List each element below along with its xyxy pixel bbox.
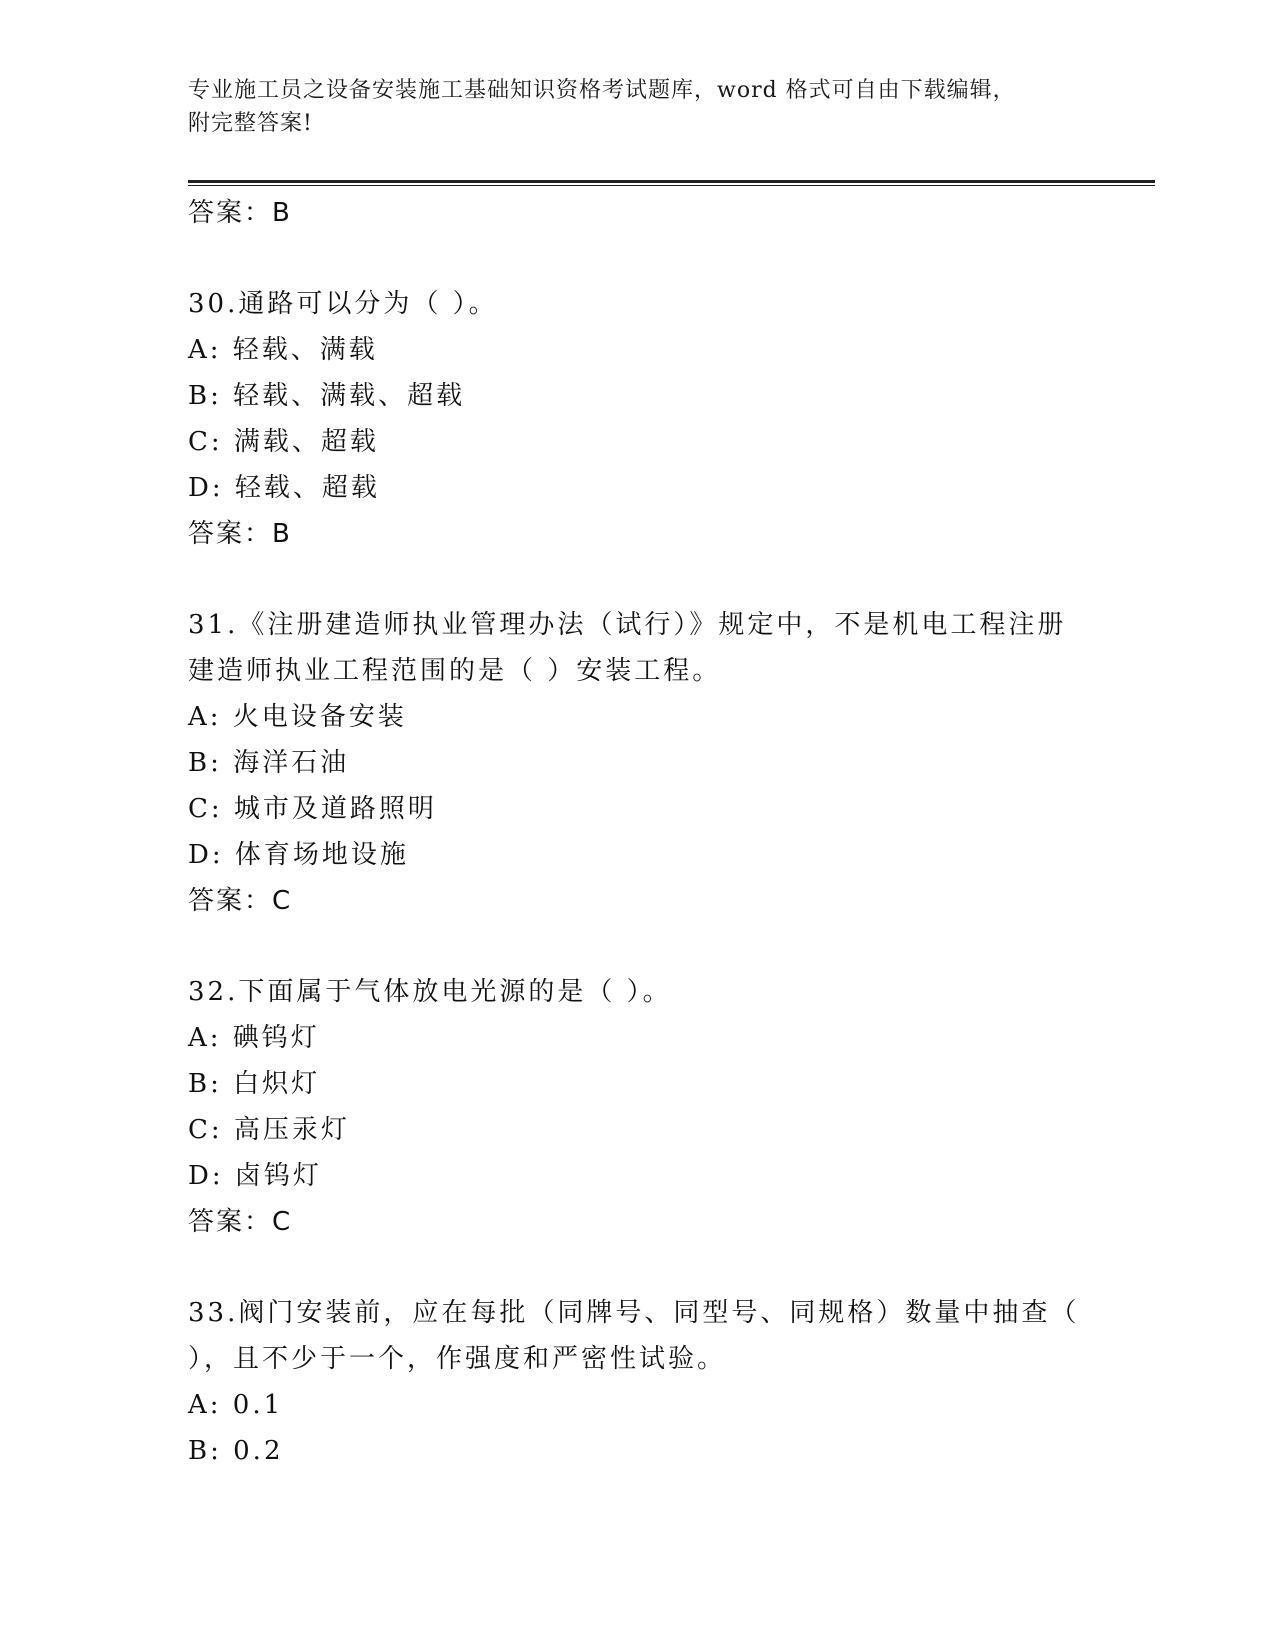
question-block: [188, 1290, 1088, 1474]
question-text: 30.通路可以分为（ ）。: [188, 289, 498, 319]
answer-line: 答案：C: [188, 1207, 293, 1237]
question-block: [188, 969, 1088, 1245]
answer-line: 答案：B: [188, 198, 292, 228]
document-header: [188, 74, 1068, 140]
option-c: C: 满载、超载: [188, 427, 379, 457]
option-a: A: 火电设备安装: [188, 702, 407, 732]
spacer: [188, 236, 1088, 281]
document-body: [188, 190, 1088, 1474]
question-text-continued: 建造师执业工程范围的是（ ）安装工程。: [188, 656, 722, 686]
question-block: [188, 602, 1088, 924]
question-text-continued: ），且不少于一个，作强度和严密性试验。: [188, 1344, 727, 1374]
header-rule-thick: [188, 180, 1155, 183]
header-rule-thin: [188, 185, 1155, 186]
option-c: C: 城市及道路照明: [188, 794, 437, 824]
option-b: B: 白炽灯: [188, 1069, 321, 1099]
header-line-1: 专业施工员之设备安装施工基础知识资格考试题库，word 格式可自由下载编辑，: [188, 78, 1016, 103]
question-block: [188, 281, 1088, 557]
answer-line: 答案：C: [188, 886, 293, 916]
spacer: [188, 557, 1088, 602]
option-b: B: 轻载、满载、超载: [188, 381, 466, 411]
header-line-2: 附完整答案!: [188, 111, 313, 136]
question-text: 31.《注册建造师执业管理办法（试行）》规定中，不是机电工程注册: [188, 610, 1067, 640]
spacer: [188, 1245, 1088, 1290]
option-a: A: 轻载、满载: [188, 335, 378, 365]
option-d: D: 卤钨灯: [188, 1161, 322, 1191]
option-a: A: 碘钨灯: [188, 1023, 320, 1053]
question-text: 32.下面属于气体放电光源的是（ ）。: [188, 977, 672, 1007]
option-b: B: 0.2: [188, 1436, 284, 1466]
option-d: D: 轻载、超载: [188, 473, 380, 503]
question-text: 33.阀门安装前，应在每批（同牌号、同型号、同规格）数量中抽查（: [188, 1298, 1080, 1328]
option-d: D: 体育场地设施: [188, 840, 409, 870]
option-a: A: 0.1: [188, 1390, 284, 1420]
answer-line: 答案：B: [188, 519, 292, 549]
spacer: [188, 924, 1088, 969]
option-c: C: 高压汞灯: [188, 1115, 350, 1145]
option-b: B: 海洋石油: [188, 748, 350, 778]
